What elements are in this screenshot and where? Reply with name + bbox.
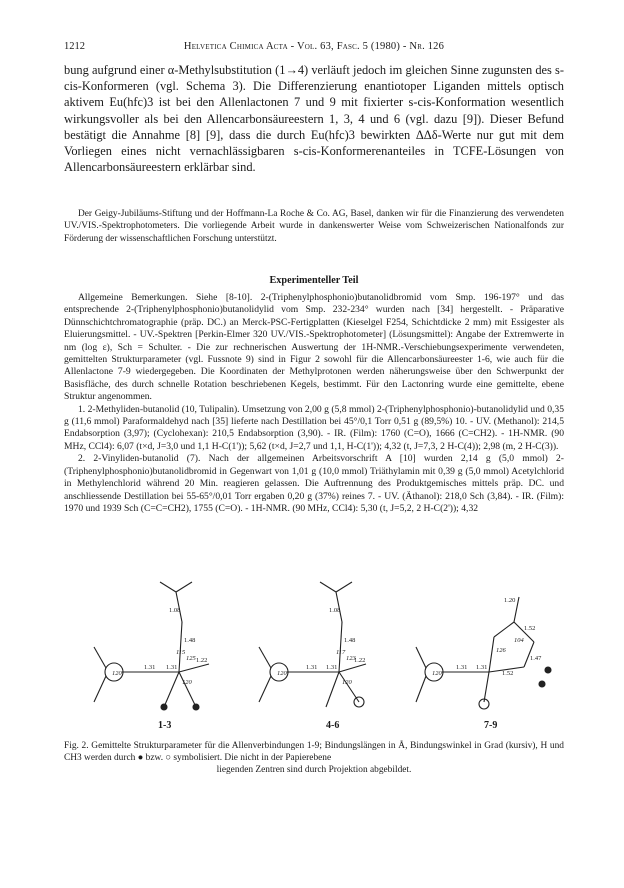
figure-2: [64, 572, 564, 732]
bond-label-s1-1: 1.31: [144, 664, 156, 671]
bond-label-s1-4: 1.48: [184, 637, 196, 644]
structure-1-3: [94, 582, 209, 710]
angle-label-s2-3: 117: [336, 649, 346, 656]
intro-paragraph: bung aufgrund einer α-Methylsubstitution (1→4) verläuft jedoch im gleichen Sinne zugunsten des s-cis-Konformeren (vgl. Schema 3). Die Differenzierung enantiotoper Liganden mittels optisch aktivem Eu(hfc)3 ist bei den Allenlactonen 7 und 9 mit fixierter s-cis-Konformation wesentlich wirkungsvoller als bei den Allencarbonsäureestern 1, 3, 4 und 6 (vgl. dazu [9]). Dieser Befund bestätigt die Annahme [8] [9], dass die durch Eu(hfc)3 bewirkten ΔΔδ-Werte nur gut mit dem Vorliegen eines nicht vernachlässigbaren s-cis-Konformerenanteiles in TCFE-Lösungen von Allencarbonsäureestern erklärbar sind.: [64, 63, 564, 175]
experimental-section: [64, 292, 564, 515]
bond-label-s3-5: 1.47: [530, 655, 542, 662]
angle-label-s3-1: 120: [432, 670, 442, 677]
angle-label-s3-3: 104: [514, 637, 524, 644]
acknowledgement-paragraph: Der Geigy-Jubiläums-Stiftung und der Hoffmann-La Roche & Co. AG, Basel, danken wir für die Finanzierung des verwendeten UV./VIS.-Spektrophotometers. Die vorliegende Arbeit wurde in dankenswerter Weise vom Schweizerischen Nationalfonds zur Förderung der wissenschaftlichen Forschung unterstützt.: [64, 209, 564, 244]
angle-label-s1-4: 125: [186, 655, 196, 662]
compound-label-7-9: 7-9: [484, 720, 498, 731]
figure-caption: [64, 740, 564, 777]
bond-label-s3-2: 1.31: [476, 664, 488, 671]
angle-label-s1-1: 120: [112, 670, 122, 677]
caption-main: Fig. 2. Gemittelte Strukturparameter für die Allenverbindungen 1-9; Bindungslängen in Å, Bindungswinkel in Grad (kursiv), H und CH3 werden durch ● bzw. ○ symbolisiert. Die nicht in der Papierebene: [64, 741, 564, 764]
angle-label-s3-2: 126: [496, 647, 506, 654]
bond-label-s1-5: 1.08: [169, 607, 181, 614]
structure-4-6: [259, 582, 366, 707]
page-header: [64, 41, 564, 55]
bond-label-s2-4: 1.48: [344, 637, 356, 644]
compound-label-1-3: 1-3: [158, 720, 172, 731]
bond-label-s2-3: 1.22: [354, 657, 366, 664]
structure-7-9: [416, 597, 551, 709]
bond-label-s3-6: 1.52: [502, 670, 514, 677]
bond-label-s1-2: 1.31: [166, 664, 178, 671]
angle-label-s2-1: 120: [277, 670, 287, 677]
bond-label-s3-4: 1.52: [524, 625, 536, 632]
procedure-1-paragraph: 1. 2-Methyliden-butanolid (10, Tulipalin). Umsetzung von 2,00 g (5,8 mmol) 2-(Triphenylphosphonio)-butanolidylid und 0,35 g (11,6 mmol) Paraformaldehyd nach [35] lieferte nach Destillation bei 45°/0,1 Torr 0,51 g (89,5%) 10. - UV. (Methanol): 214,5 Endabsorption (3,97); (Cyclohexan): 210,5 Endabsorption (3,90). - IR. (Film): 1760 (C=O), 1666 (C=CH2). - 1H-NMR. (90 MHz, CCl4): 6,07 (t×d, J=3,0 und 1,1 H-C(1')); 5,62 (t×d, J=2,7 und 1,1, H-C(1')); 4,32 (t, J=7,3, 2 H-C(4)); 2,98 (m, 2 H-C(3)).: [64, 403, 564, 452]
bond-label-s2-2: 1.31: [326, 664, 338, 671]
angle-label-s1-3: 115: [176, 649, 186, 656]
bond-label-s3-3: 1.20: [504, 597, 516, 604]
angle-label-s2-4: 123: [346, 655, 356, 662]
running-head: Helvetica Chimica Acta - Vol. 63, Fasc. 5 (1980) - Nr. 126: [183, 41, 445, 52]
angle-label-s2-2: 120: [342, 679, 352, 686]
angle-label-s1-2: 120: [182, 679, 192, 686]
bond-label-s3-1: 1.31: [456, 664, 468, 671]
structure-diagrams: [64, 572, 564, 732]
procedure-2-paragraph: 2. 2-Vinyliden-butanolid (7). Nach der allgemeinen Arbeitsvorschrift A [10] wurden 2,14 g (5,0 mmol) 2-(Triphenylphosphonio)butanolidbromid in Gegenwart von 1,01 g (10,0 mmol) Triäthylamin mit 0,39 g (5,0 mmol) Acetylchlorid in Methylenchlorid während 20 Min. reagieren gelassen. Die Auftrennung des Produktgemisches mittels präp. DC. und anschliessende Destillation bei 55-65°/0,01 Torr ergaben 0,20 g (37%) reines 7. - UV. (Äthanol): 218,0 Sch (3,84). - IR. (Film): 1970 und 1939 Sch (C=C=CH2), 1755 (C=O). - 1H-NMR. (90 MHz, CCl4): 5,30 (t, J=5,2, 2 H-C(2')); 4,32: [64, 453, 564, 514]
page-number: 1212: [64, 41, 85, 52]
bond-label-s1-3: 1.22: [196, 657, 208, 664]
compound-label-4-6: 4-6: [326, 720, 340, 731]
bond-label-s2-5: 1.08: [329, 607, 341, 614]
section-title: Experimenteller Teil: [269, 275, 359, 286]
general-remarks-paragraph: Allgemeine Bemerkungen. Siehe [8-10]. 2-(Triphenylphosphonio)butanolidbromid vom Smp. 196-197° und das entsprechende 2-(Triphenylphosphonio)butanolidylid vom Smp. 232-234° wurden nach [34] hergestellt. - Präparative Dünnschichtchromatographie (präp. DC.) an Merck-PSC-Fertigplatten (Kieselgel F254, Schichtdicke 2 mm) mit Essigester als Eluierungsmittel. - UV.-Spektren [Perkin-Elmer 320 UV./VIS.-Spektrophotometer] (Lösungsmittel): Angabe der Extremwerte in nm (log ε), Sch = Schulter. - Die zur rechnerischen Auswertung der 1H-NMR.-Verschiebungsexperimente verwendeten, gemittelten Strukturparameter (vgl. Fussnote 9) sind in Figur 2 sowohl für die Allencarbonsäureester 1-6, wie auch für die Allenlactone 7-9 wiedergegeben. Die Koordinaten der Methylprotonen werden näherungsweise über den Schwerpunkt der Basisfläche, des durch schnelle Rotation beschriebenen Kegels, bestimmt. Für den Lactonring wurde eine gemittelte, ebene Struktur angenommen.: [64, 292, 564, 403]
bond-label-s2-1: 1.31: [306, 664, 318, 671]
caption-last-line: liegenden Zentren sind durch Projektion abgebildet.: [216, 765, 412, 776]
